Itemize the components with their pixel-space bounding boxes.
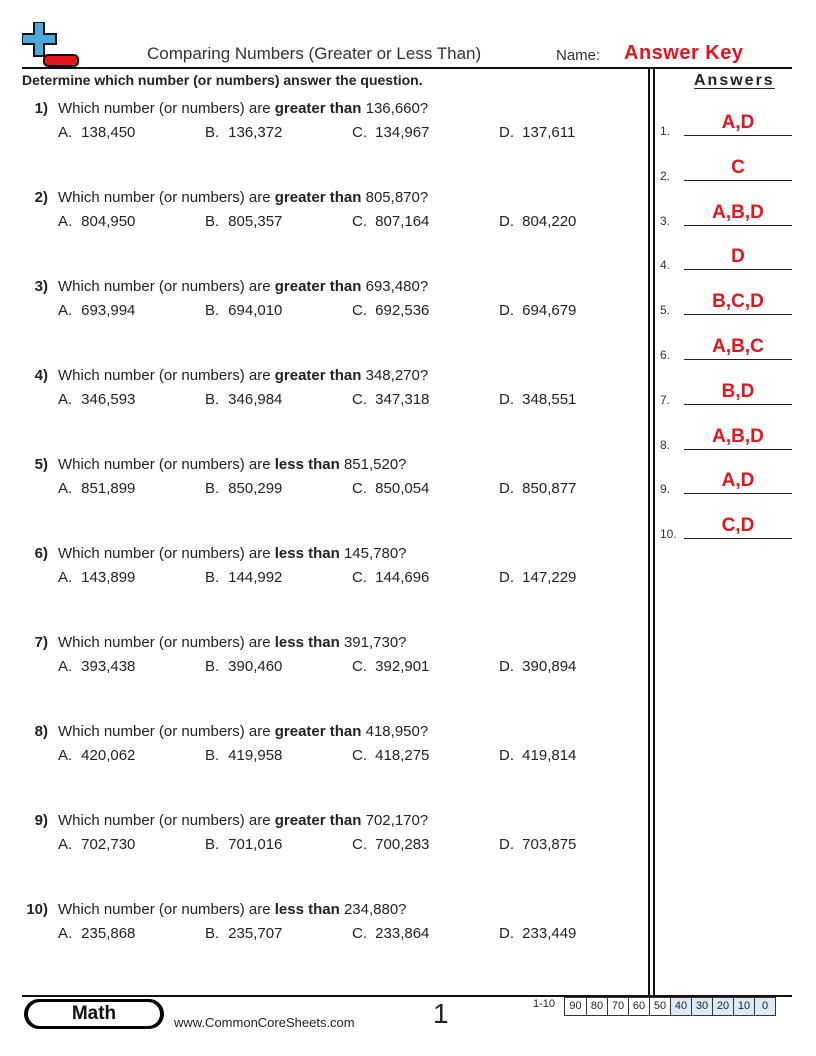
option-value: 694,010 — [228, 302, 283, 319]
answer-option — [58, 391, 135, 408]
option-letter: C. — [352, 302, 367, 319]
answer-option — [58, 302, 135, 319]
option-letter: A. — [58, 302, 73, 319]
answer-row — [660, 244, 792, 274]
option-letter: B. — [205, 391, 220, 408]
question-text-prefix: Which number (or numbers) are — [58, 812, 275, 829]
answer-option — [58, 124, 135, 141]
option-letter: C. — [352, 213, 367, 230]
comparison-target: 693,480? — [361, 278, 429, 295]
page-number: 1 — [433, 998, 449, 1029]
question-item — [22, 456, 632, 516]
answer-blank-line — [684, 180, 792, 181]
question-text-prefix: Which number (or numbers) are — [58, 189, 275, 206]
comparison-keyword: greater than — [274, 189, 362, 206]
subject-badge — [24, 999, 164, 1029]
comparison-keyword: less than — [274, 545, 340, 562]
option-value: 419,814 — [522, 747, 577, 764]
question-number: 10) — [26, 901, 48, 918]
question-item — [22, 367, 632, 427]
answer-option — [499, 480, 576, 497]
option-value: 850,877 — [522, 480, 577, 497]
answer-option — [352, 658, 429, 675]
option-value: 233,449 — [522, 925, 577, 942]
answer-blank-line — [684, 269, 792, 270]
option-value: 147,229 — [522, 569, 577, 586]
question-item — [22, 634, 632, 694]
answer-value: B,C,D — [712, 291, 764, 313]
answer-option — [205, 836, 282, 853]
question-number: 9) — [34, 812, 48, 829]
option-value: 694,679 — [522, 302, 577, 319]
option-value: 144,696 — [375, 569, 430, 586]
answer-option — [352, 391, 429, 408]
option-value: 235,707 — [228, 925, 283, 942]
question-text-prefix: Which number (or numbers) are — [58, 634, 275, 651]
answer-option — [499, 302, 576, 319]
option-value: 807,164 — [375, 213, 430, 230]
answer-option — [205, 302, 282, 319]
question-text — [58, 456, 407, 473]
page-title: Comparing Numbers (Greater or Less Than) — [147, 44, 482, 63]
option-value: 692,536 — [375, 302, 430, 319]
option-letter: D. — [499, 302, 514, 319]
answer-option — [58, 480, 135, 497]
answer-value: A,D — [721, 112, 755, 133]
option-value: 805,357 — [228, 213, 283, 230]
option-value: 693,994 — [81, 302, 136, 319]
answer-value: B,D — [721, 380, 755, 402]
option-letter: C. — [352, 747, 367, 764]
comparison-keyword: greater than — [274, 812, 362, 829]
answer-option — [352, 836, 429, 853]
answer-row — [660, 289, 792, 319]
option-value: 144,992 — [228, 569, 283, 586]
option-value: 703,875 — [522, 836, 577, 853]
answer-row — [660, 334, 792, 364]
question-item — [22, 545, 632, 605]
option-value: 804,220 — [522, 213, 577, 230]
answer-value: D — [731, 246, 745, 268]
answer-option — [58, 836, 135, 853]
answer-row — [660, 379, 792, 409]
option-value: 393,438 — [81, 658, 136, 675]
score-cell: 90 — [569, 1000, 582, 1012]
question-text — [58, 901, 407, 918]
option-value: 804,950 — [81, 213, 136, 230]
option-letter: D. — [499, 569, 514, 586]
answer-blank-line — [684, 404, 792, 405]
option-letter: C. — [352, 569, 367, 586]
option-value: 390,460 — [228, 658, 283, 675]
question-text-prefix: Which number (or numbers) are — [58, 278, 275, 295]
score-cell: 80 — [586, 998, 607, 1015]
option-value: 143,899 — [81, 569, 136, 586]
question-item — [22, 812, 632, 872]
option-value: 136,372 — [228, 124, 283, 141]
question-text — [58, 189, 428, 206]
option-letter: C. — [352, 480, 367, 497]
answer-row — [660, 513, 792, 543]
answer-option — [58, 213, 135, 230]
answer-row — [660, 468, 792, 498]
score-cell: 70 — [607, 998, 628, 1015]
option-letter: C. — [352, 925, 367, 942]
answer-number: 10. — [660, 527, 677, 542]
answer-option — [499, 747, 576, 764]
option-value: 851,899 — [81, 480, 136, 497]
question-number: 6) — [34, 545, 48, 562]
answer-option — [499, 658, 576, 675]
question-text-prefix: Which number (or numbers) are — [58, 901, 275, 918]
question-text-prefix: Which number (or numbers) are — [58, 367, 275, 384]
option-value: 233,864 — [375, 925, 430, 942]
answer-blank-line — [684, 359, 792, 360]
answer-blank-line — [684, 493, 792, 494]
question-text — [58, 812, 428, 829]
option-letter: A. — [58, 569, 73, 586]
option-letter: C. — [352, 836, 367, 853]
subject-label: Math — [28, 1002, 160, 1026]
option-letter: A. — [58, 747, 73, 764]
option-value: 137,611 — [522, 124, 576, 141]
answer-blank-line — [684, 449, 792, 450]
question-text — [58, 634, 407, 651]
site-url: www.CommonCoreSheets.com — [174, 1015, 355, 1030]
score-cell: 40 — [670, 998, 691, 1015]
question-item — [22, 723, 632, 783]
answer-number: 4. — [660, 258, 671, 273]
answer-option — [58, 569, 135, 586]
answer-number: 7. — [660, 392, 671, 407]
question-text-prefix: Which number (or numbers) are — [58, 456, 275, 473]
answer-option — [205, 213, 282, 230]
answer-number: 3. — [660, 213, 671, 228]
answer-value: C,D — [721, 515, 755, 537]
option-value: 850,299 — [228, 480, 283, 497]
answer-number: 8. — [660, 437, 671, 452]
question-item — [22, 278, 632, 338]
option-letter: C. — [352, 391, 367, 408]
comparison-target: 851,520? — [339, 456, 407, 473]
score-cell: 0 — [754, 998, 775, 1015]
option-letter: A. — [58, 925, 73, 942]
option-letter: D. — [499, 124, 514, 141]
comparison-keyword: less than — [274, 456, 340, 473]
option-value: 235,868 — [81, 925, 136, 942]
header-divider — [22, 67, 792, 69]
question-number: 4) — [34, 367, 48, 384]
score-cell: 50 — [649, 998, 670, 1015]
question-text-prefix: Which number (or numbers) are — [58, 545, 275, 562]
answer-option — [499, 213, 576, 230]
comparison-target: 391,730? — [339, 634, 407, 651]
option-letter: C. — [352, 124, 367, 141]
answer-blank-line — [684, 314, 792, 315]
option-letter: B. — [205, 480, 220, 497]
score-cell: 10 — [733, 998, 754, 1015]
question-text — [58, 367, 428, 384]
comparison-keyword: greater than — [274, 723, 362, 740]
option-letter: D. — [499, 747, 514, 764]
option-value: 420,062 — [81, 747, 136, 764]
answer-value: A,B,D — [712, 425, 764, 447]
comparison-target: 418,950? — [361, 723, 429, 740]
option-letter: B. — [205, 213, 220, 230]
option-letter: A. — [58, 836, 73, 853]
option-letter: A. — [58, 658, 73, 675]
answer-number: 2. — [660, 168, 671, 183]
question-number: 5) — [34, 456, 48, 473]
option-value: 138,450 — [81, 124, 136, 141]
answer-option — [352, 569, 429, 586]
answer-option — [205, 480, 282, 497]
answer-number: 5. — [660, 303, 671, 318]
answer-value: A,B,C — [712, 336, 764, 357]
comparison-keyword: greater than — [274, 367, 362, 384]
answer-option — [205, 391, 282, 408]
answer-number: 9. — [660, 482, 671, 497]
comparison-target: 348,270? — [361, 367, 429, 384]
answer-option — [499, 569, 576, 586]
answer-option — [352, 213, 429, 230]
comparison-target: 145,780? — [339, 545, 407, 562]
option-letter: B. — [205, 658, 220, 675]
option-letter: B. — [205, 925, 220, 942]
answer-option — [352, 480, 429, 497]
option-value: 418,275 — [375, 747, 430, 764]
answer-option — [205, 124, 282, 141]
option-value: 390,894 — [522, 658, 577, 675]
name-label: Name: — [556, 47, 601, 64]
option-value: 392,901 — [375, 658, 430, 675]
answer-blank-line — [684, 538, 792, 539]
question-text-prefix: Which number (or numbers) are — [58, 723, 275, 740]
option-letter: D. — [499, 480, 514, 497]
answer-option — [205, 569, 282, 586]
comparison-target: 805,870? — [361, 189, 429, 206]
option-letter: A. — [58, 124, 73, 141]
score-cell: 60 — [628, 998, 649, 1015]
answer-row — [660, 200, 792, 230]
question-number: 1) — [34, 100, 48, 117]
score-range-label: 1-10 — [533, 998, 556, 1010]
question-number: 2) — [34, 189, 48, 206]
option-letter: B. — [205, 747, 220, 764]
answer-option — [58, 747, 135, 764]
score-cell: 20 — [712, 998, 733, 1015]
answer-number: 6. — [660, 348, 671, 362]
instructions: Determine which number (or numbers) answer the question. — [22, 72, 423, 88]
question-text — [58, 100, 428, 117]
option-letter: B. — [205, 302, 220, 319]
score-cell: 30 — [691, 998, 712, 1015]
answer-option — [499, 925, 576, 942]
option-value: 348,551 — [522, 391, 577, 408]
comparison-keyword: greater than — [274, 278, 362, 295]
comparison-target: 702,170? — [361, 812, 429, 829]
answer-value: A,B,D — [712, 201, 764, 223]
comparison-keyword: less than — [274, 901, 340, 918]
option-letter: C. — [352, 658, 367, 675]
column-divider — [653, 67, 655, 995]
answer-row — [660, 424, 792, 454]
answer-option — [205, 925, 282, 942]
question-number: 3) — [34, 278, 48, 295]
comparison-keyword: greater than — [274, 100, 362, 117]
option-value: 134,967 — [375, 124, 430, 141]
question-text — [58, 545, 407, 562]
option-letter: D. — [499, 391, 514, 408]
option-letter: A. — [58, 213, 73, 230]
answer-option — [58, 925, 135, 942]
answer-value: A,D — [721, 470, 755, 492]
answer-blank-line — [684, 135, 792, 136]
comparison-keyword: less than — [274, 634, 340, 651]
option-value: 700,283 — [375, 836, 430, 853]
answer-option — [352, 925, 429, 942]
question-number: 7) — [34, 634, 48, 651]
option-value: 850,054 — [375, 480, 430, 497]
comparison-target: 136,660? — [361, 100, 429, 117]
option-letter: A. — [58, 480, 73, 497]
plus-minus-logo-icon — [22, 22, 80, 68]
question-item — [22, 901, 632, 961]
option-letter: D. — [499, 658, 514, 675]
question-number: 8) — [34, 723, 48, 740]
answer-row — [660, 110, 792, 140]
answer-blank-line — [684, 225, 792, 226]
option-value: 419,958 — [228, 747, 283, 764]
answer-option — [352, 124, 429, 141]
question-text-prefix: Which number (or numbers) are — [58, 100, 275, 117]
answer-option — [58, 658, 135, 675]
option-letter: A. — [58, 391, 73, 408]
answer-option — [205, 658, 282, 675]
column-divider — [648, 67, 650, 995]
comparison-target: 234,880? — [339, 901, 407, 918]
option-letter: D. — [499, 925, 514, 942]
option-value: 346,984 — [228, 391, 283, 408]
answer-option — [499, 124, 575, 141]
score-table — [564, 997, 776, 1016]
answer-option — [352, 747, 429, 764]
question-text — [58, 723, 428, 740]
option-value: 701,016 — [228, 836, 283, 853]
option-letter: B. — [205, 836, 220, 853]
option-letter: D. — [499, 213, 514, 230]
question-item — [22, 189, 632, 249]
option-letter: B. — [205, 569, 220, 586]
answer-number: 1. — [660, 124, 671, 138]
question-item — [22, 100, 632, 160]
option-letter: B. — [205, 124, 220, 141]
answers-heading: Answers — [694, 72, 775, 89]
answer-row — [660, 155, 792, 185]
answer-option — [499, 391, 576, 408]
option-letter: D. — [499, 836, 514, 853]
answer-value: C — [731, 156, 745, 178]
option-value: 347,318 — [375, 391, 430, 408]
answer-option — [499, 836, 576, 853]
answer-option — [205, 747, 282, 764]
answer-key-label: Answer Key — [624, 42, 744, 64]
question-text — [58, 278, 428, 295]
option-value: 346,593 — [81, 391, 136, 408]
option-value: 702,730 — [81, 836, 136, 853]
answer-option — [352, 302, 429, 319]
